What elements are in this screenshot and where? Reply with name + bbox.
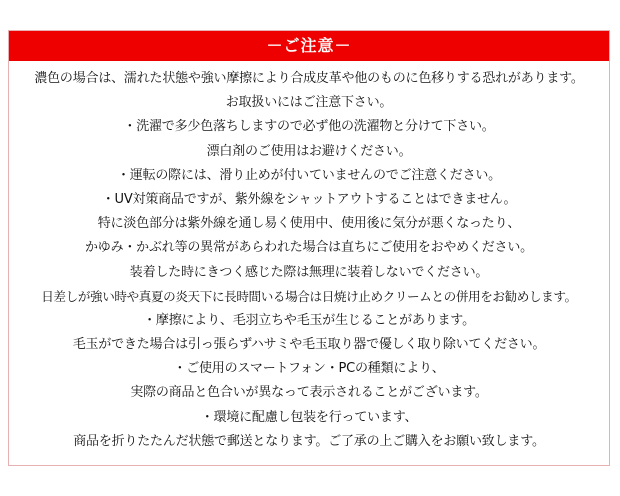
notice-line-14: 実際の商品と色合いが異なって表示されることがございます。 [130,385,488,401]
notice-lines [9,61,609,454]
notice-line-6: ・UV対策商品ですが、紫外線をシャットアウトすることはできません。 [101,191,517,207]
notice-line-5: ・運転の際には、滑り止めが付いていませんのでご注意ください。 [116,167,501,183]
notice-line-11: ・摩擦により、毛羽立ちや毛玉が生じることがあります。 [143,312,475,328]
notice-box [8,30,610,466]
notice-line-8: かゆみ・かぶれ等の異常があらわれた場合は直ちにご使用をおやめください。 [84,240,533,256]
notice-line-9: 装着した時にきつく感じた際は無理に装着しないでください。 [129,264,489,280]
notice-line-12: 毛玉ができた場合は引っ張らずハサミや毛玉取り器で優しく取り除いてください。 [72,337,546,353]
notice-title: －ご注意－ [9,31,609,61]
notice-line-1: 濃色の場合は、濡れた状態や強い摩擦により合成皮革や他のものに色移りする恐れがあります。 [34,71,584,86]
notice-line-4: 漂白剤のご使用はお避けください。 [206,143,412,159]
notice-line-3: ・洗濯で多少色落ちしますので必ず他の洗濯物と分けて下さい。 [123,119,495,135]
notice-line-10: 日差しが強い時や真夏の炎天下に長時間いる場合は日焼け止めクリームとの併用をお勧めします。 [41,288,577,304]
notice-line-2: お取扱いにはご注意下さい。 [225,95,393,111]
notice-line-15: ・環境に配慮し包装を行っています、 [200,409,418,425]
notice-line-7: 特に淡色部分は紫外線を通し易く使用中、使用後に気分が悪くなったり、 [97,216,521,232]
notice-line-13: ・ご使用のスマートフォン・PCの種類により、 [173,361,445,377]
notice-line-16: 商品を折りたたんだ状態で郵送となります。ご了承の上ご購入をお願い致します。 [73,433,545,449]
